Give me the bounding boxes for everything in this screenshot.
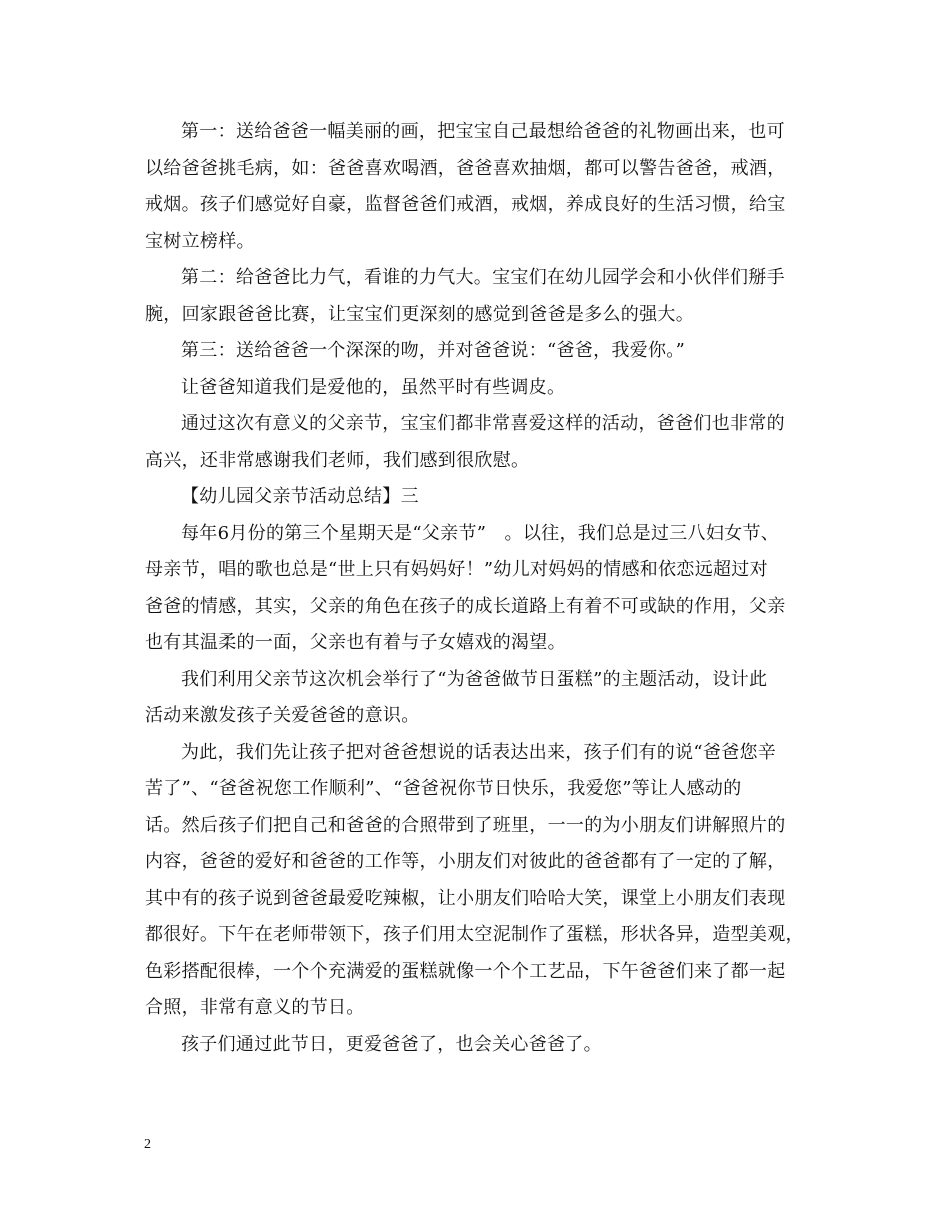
paragraph-gift-drawing: 第一：送给爸爸一幅美丽的画，把宝宝自己最想给爸爸的礼物画出来，也可 以给爸爸挑毛病，如：爸爸喜欢喝酒，爸爸喜欢抽烟，都可以警告爸爸，戒酒， 戒烟。孩子们感觉好自豪，监督爸爸们戒酒，戒烟，养成良好的生活习惯，给宝 宝树立榜样。 [145,121,786,252]
page-number: 2 [144,1137,151,1152]
paragraph-activity-details: 为此，我们先让孩子把对爸爸想说的话表达出来，孩子们有的说“爸爸您辛 苦了”、“爸爸祝您工作顺利”、“爸爸祝你节日快乐，我爱您”等让人感动的 话。然后孩子们把自己和爸爸的合照带到了班里，一一的为小朋友们讲解照片的 内容，爸爸的爱好和爸爸的工作等，小朋友们对彼此的爸爸都有了一定的了解， 其中有的孩子说到爸爸最爱吃辣椒，让小朋友们哈哈大笑，课堂上小朋友们表现 都很好。下午在老师带领下，孩子们用太空泥制作了蛋糕，形状各异，造型美观， 色彩搭配很棒，一个个充满爱的蛋糕就像一个个工艺品，下午爸爸们来了都一起 合照，非常有意义的节日。 [145,741,804,1018]
paragraph-let-dad-know: 让爸爸知道我们是爱他的，虽然平时有些调皮。 [181,376,566,398]
section-heading-summary-three: 【幼儿园父亲节活动总结】三 [181,486,419,507]
paragraph-cake-theme: 我们利用父亲节这次机会举行了“为爸爸做节日蛋糕”的主题活动，设计此 活动来激发孩子关爱爸爸的意识。 [145,668,768,726]
paragraph-kiss: 第三：送给爸爸一个深深的吻，并对爸爸说：“爸爸，我爱你。” [181,340,686,361]
paragraph-conclusion: 孩子们通过此节日，更爱爸爸了，也会关心爸爸了。 [181,1033,602,1055]
paragraph-arm-wrestling: 第二：给爸爸比力气，看谁的力气大。宝宝们在幼儿园学会和小伙伴们掰手 腕，回家跟爸爸比赛，让宝宝们更深刻的感觉到爸爸是多么的强大。 [145,267,785,325]
paragraph-meaningful-day: 通过这次有意义的父亲节，宝宝们都非常喜爱这样的活动，爸爸们也非常的 高兴，还非常感谢我们老师，我们感到很欣慰。 [145,413,785,471]
paragraph-fathers-day-intro: 每年6月份的第三个星期天是“父亲节” 。以往，我们总是过三八妇女节、 母亲节，唱的歌也总是“世上只有妈妈好！”幼儿对妈妈的情感和依恋远超过对 爸爸的情感，其实，父亲的角色在孩子的成长道路上有着不可或缺的作用，父亲 也有其温柔的一面，父亲也有着与子女嬉戏的渴望。 [145,522,786,653]
document-body [145,114,805,1063]
